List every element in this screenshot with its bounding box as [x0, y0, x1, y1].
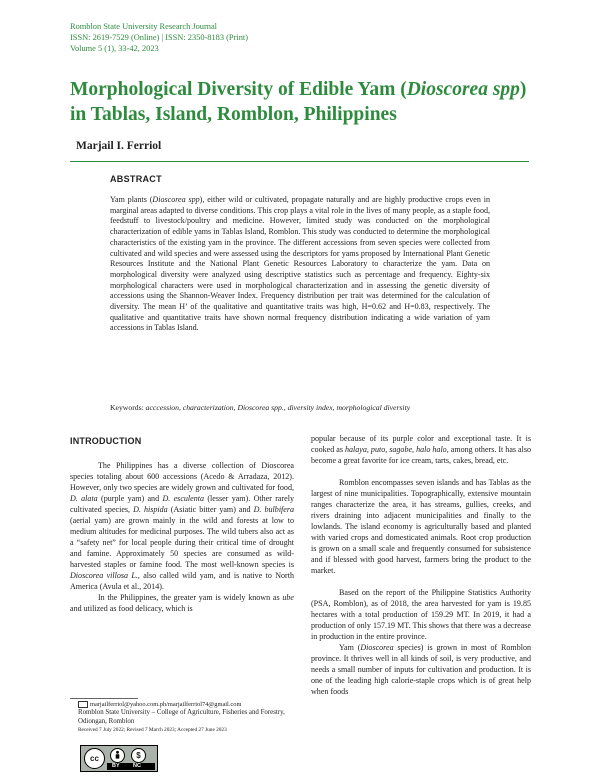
journal-name: Romblon State University Research Journal	[70, 22, 218, 31]
keywords-values: acccession, characterization, Dioscorea spp., diversity index, morphological diversity	[145, 403, 411, 412]
intro-paragraph-5: Based on the report of the Philippine Statistics Authority (PSA, Romblon), as of 2018, the area harvested for yam is 19.85 hectares with a total production of 159.29 MT. In 2019, it had a production of only 157.19 MT. This shows that there was a decrease in production in the entire province.	[311, 588, 531, 641]
left-column	[70, 460, 294, 614]
intro-paragraph-1	[70, 460, 294, 592]
author-email[interactable]: marjailferriol@yahoo.com.ph/marjailferriol74@gmail.com	[90, 701, 242, 708]
intro-r4-genus: Dioscorea	[360, 643, 394, 652]
intro-paragraph-4: Romblon encompasses seven islands and has Tablas as the largest of nine municipalities. Topographically, extensive mountain ranges characterize the area, it has streams, gullies, creeks, and rivers draining into adjacent municipalities and finally to the lowlands. The island economy is agriculturally based and planted with varied crops and domesticated animals. Root crop production is grown on a small scale and frequently consumed for subsistence and if blessed with good harvest, farmers bring the product to the market.	[311, 478, 531, 575]
title-divider	[70, 161, 529, 162]
author-affiliation: Romblon State University – College of Agriculture, Fisheries and Forestry, Odiongan, Romblon	[78, 709, 285, 725]
abstract-s1: Yam plants (	[110, 195, 153, 204]
submission-dates: Received 7 July 2022; Revised 7 March 2023; Accepted 27 June 2023	[78, 727, 227, 734]
license-nc-label: NC	[133, 763, 141, 769]
intro-p2-ube: ube	[282, 593, 294, 602]
intro-p1-text-a: The Philippines has a diverse collection of Dioscorea species totaling about 600 accessions (Acedo & Arradaza, 2012). However, only two species are widely grown and cultivated for food,	[70, 461, 294, 492]
author-name: Marjail I. Ferriol	[76, 140, 162, 152]
intro-p1-species-alata: D. alata	[70, 494, 98, 503]
right-column	[311, 433, 531, 697]
cc-license-badge	[80, 745, 158, 772]
creative-commons-icon: cc	[84, 748, 105, 769]
intro-p1-text-c: (purple yam) and	[97, 494, 163, 503]
journal-volume: Volume 5 (1), 33-42, 2023	[70, 44, 159, 53]
intro-p1-text-k: , also called wild yam, and is native to North America (Avula et al., 2014).	[70, 571, 294, 591]
introduction-heading: INTRODUCTION	[70, 436, 142, 446]
envelope-icon	[78, 701, 88, 708]
keywords	[110, 403, 530, 412]
abstract-body	[110, 195, 490, 334]
title-species: Dioscorea spp	[406, 79, 520, 100]
person-icon	[110, 748, 125, 763]
intro-p1-species-villosa: Dioscorea villosa L.	[70, 571, 138, 580]
title-part2: ) in Tablas, Island, Romblon, Philippines	[70, 79, 527, 125]
intro-r1-dishes: halaya, puto, sagobe, halo halo	[344, 445, 447, 454]
intro-p2-text-a: In the Philippines, the greater yam is widely known as	[98, 593, 283, 602]
non-commercial-icon: $	[131, 748, 146, 763]
intro-paragraph-6	[311, 642, 531, 697]
footnote-divider	[70, 698, 138, 699]
intro-p1-text-e: (lesser yam). Other rarely cultivated species,	[70, 494, 294, 514]
intro-p2-text-c: and utilized as food delicacy, which is	[70, 604, 193, 613]
intro-p1-species-esculenta: D. esculenta	[162, 494, 205, 503]
paper-title	[70, 77, 540, 127]
intro-p1-species-hispida: D. hispida	[133, 505, 168, 514]
journal-issn: ISSN: 2619-7529 (Online) | ISSN: 2350-8183 (Print)	[70, 33, 249, 42]
license-by-label: BY	[112, 763, 120, 769]
keywords-label: Keywords:	[110, 403, 144, 412]
intro-p1-species-bulbifera: D. bulbifera	[253, 505, 295, 514]
journal-header	[70, 21, 248, 54]
intro-paragraph-3	[311, 433, 531, 466]
intro-r4-text-a: Yam (	[339, 643, 361, 652]
abstract-heading: ABSTRACT	[110, 174, 162, 184]
title-part1: Morphological Diversity of Edible Yam (	[70, 79, 407, 100]
intro-r1-text-a: popular because of its purple color and exceptional taste. It is cooked as	[311, 434, 531, 454]
intro-p1-text-i: (aerial yam) are grown mainly in the wild and forests at low to medium altitudes for medicinal purposes. The wild tubers also act as a “safety net” for local people during their critical time of drought and famine. Approximately 50 species are consumed as wild-harvested staples or famine food. The most well-known species is	[70, 516, 294, 569]
intro-paragraph-2	[70, 592, 294, 614]
intro-r1-text-c: , among others. It has also become a great favorite for ice cream, tarts, cakes, bread, etc.	[311, 445, 531, 465]
abstract-s2: ), either wild or cultivated, propagate naturally and are highly productive crops even in marginal areas adapted to diverse conditions. This crop plays a vital role in the lives of many people, as a staple food, feedstuff to livestock/poultry and medicine. However, limited study was conducted on the morphological characterization of edible yams in Tablas Island, Romblon. This study was conducted to determine the morphological characteristics of the existing yam in the province. The different accessions from seven species were collected from cultivated and wild species and were assessed using the descriptors for yams proposed by International Plant Genetic Resources Institute and the National Plant Genetic Resources Laboratory to characterize the yam. Data on morphological diversity were analyzed using descriptive statistics such as percentage and frequency. Eighty-six morphological characters were used in morphological characterization and in assessing the genetic diversity of accessions using the Shannon-Weaver Index. Frequency distribution per trait was determined for the calculation of diversity. The mean H’ of the qualitative and quantitative traits was high, H=0.62 and H=0.83, respectively. The qualitative and quantitative traits have shown normal frequency distribution indicating a wide variation of yam accessions in Tablas Island.	[110, 195, 490, 333]
abstract-species: Dioscorea spp	[152, 195, 200, 204]
person-icon-svg	[111, 749, 124, 762]
intro-p1-text-g: (Asiatic bitter yam) and	[167, 505, 254, 514]
footnote-email-line	[78, 701, 298, 709]
intro-r4-text-c: species) is grown in most of Romblon province. It thrives well in all kinds of soil, is very productive, and needs a small number of inputs for cultivation and production. It is one of the leading high calorie-staple crops which is of great help when foods	[311, 643, 531, 696]
footnote	[78, 701, 298, 734]
